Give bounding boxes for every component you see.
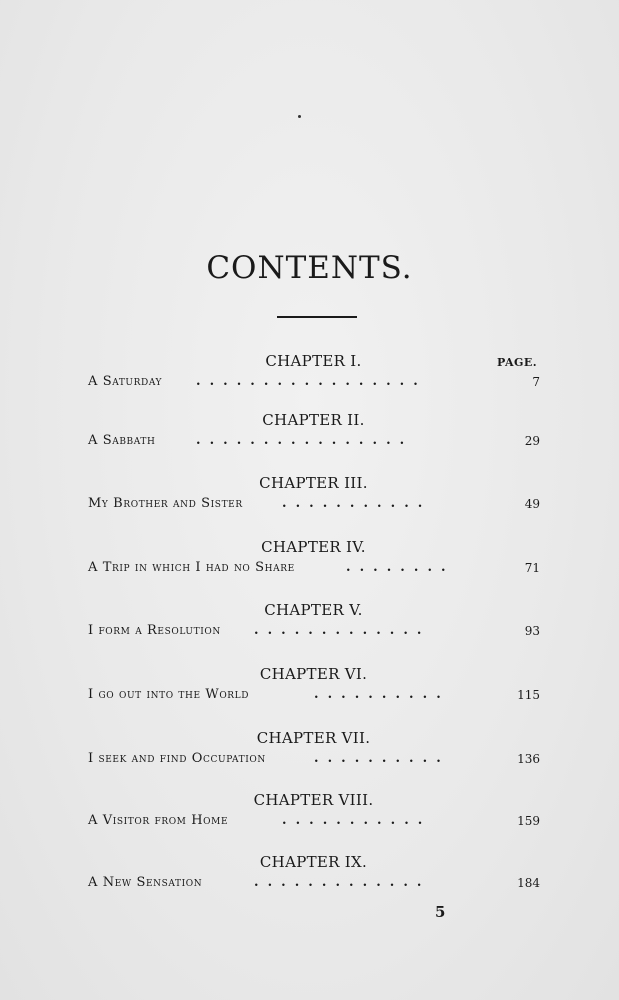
toc-entry[interactable] xyxy=(88,496,540,516)
ink-speck xyxy=(298,115,301,118)
dot-leader: . . . . . . . . xyxy=(346,560,446,575)
folio-page-number: 5 xyxy=(435,903,446,921)
chapter-title: A New Sensation xyxy=(88,875,203,890)
chapter-heading: CHAPTER III. xyxy=(259,474,368,492)
dot-leader: . . . . . . . . . . . . . . . . . xyxy=(196,374,418,389)
chapter-title: I go out into the World xyxy=(88,687,250,702)
dot-leader: . . . . . . . . . . . xyxy=(282,813,423,828)
dot-leader: . . . . . . . . . . . . . xyxy=(254,875,422,890)
chapter-heading: CHAPTER VI. xyxy=(259,665,368,683)
dot-leader: . . . . . . . . . . xyxy=(314,687,441,702)
page-number: 49 xyxy=(524,497,540,511)
chapter-title: A Visitor from Home xyxy=(88,813,229,828)
page-title: CONTENTS. xyxy=(206,250,413,286)
dot-leader: . . . . . . . . . . . . . xyxy=(254,623,422,638)
chapter-heading: CHAPTER I. xyxy=(265,352,362,370)
chapter-heading: CHAPTER IX. xyxy=(259,853,368,871)
toc-entry[interactable] xyxy=(88,623,540,643)
page-number: 159 xyxy=(517,814,540,828)
toc-entry[interactable] xyxy=(88,875,540,895)
chapter-heading: CHAPTER IV. xyxy=(261,538,366,556)
toc-entry[interactable] xyxy=(88,813,540,833)
toc-entry[interactable] xyxy=(88,433,540,453)
page-number: 115 xyxy=(517,688,540,702)
page-column-label: PAGE. xyxy=(497,356,538,369)
chapter-title: A Sabbath xyxy=(88,433,156,448)
dot-leader: . . . . . . . . . . . . . . . . xyxy=(196,433,405,448)
chapter-heading: CHAPTER II. xyxy=(262,411,365,429)
chapter-heading: CHAPTER V. xyxy=(264,601,363,619)
toc-entry[interactable] xyxy=(88,560,540,580)
page-number: 71 xyxy=(524,561,540,575)
page-number: 184 xyxy=(517,876,540,890)
chapter-heading: CHAPTER VIII. xyxy=(253,791,374,809)
page-number: 29 xyxy=(524,434,540,448)
chapter-heading: CHAPTER VII. xyxy=(256,729,371,747)
toc-entry[interactable] xyxy=(88,687,540,707)
chapter-title: A Trip in which I had no Share xyxy=(88,560,295,575)
dot-leader: . . . . . . . . . . . xyxy=(282,496,423,511)
chapter-title: I form a Resolution xyxy=(88,623,221,638)
title-rule xyxy=(277,316,357,318)
toc-entry[interactable] xyxy=(88,751,540,771)
toc-entry[interactable] xyxy=(88,374,540,394)
chapter-title: A Saturday xyxy=(88,374,163,389)
chapter-title: I seek and find Occupation xyxy=(88,751,266,766)
page-number: 136 xyxy=(517,752,540,766)
page-number: 7 xyxy=(532,375,540,389)
chapter-title: My Brother and Sister xyxy=(88,496,243,511)
dot-leader: . . . . . . . . . . xyxy=(314,751,441,766)
page-number: 93 xyxy=(524,624,540,638)
